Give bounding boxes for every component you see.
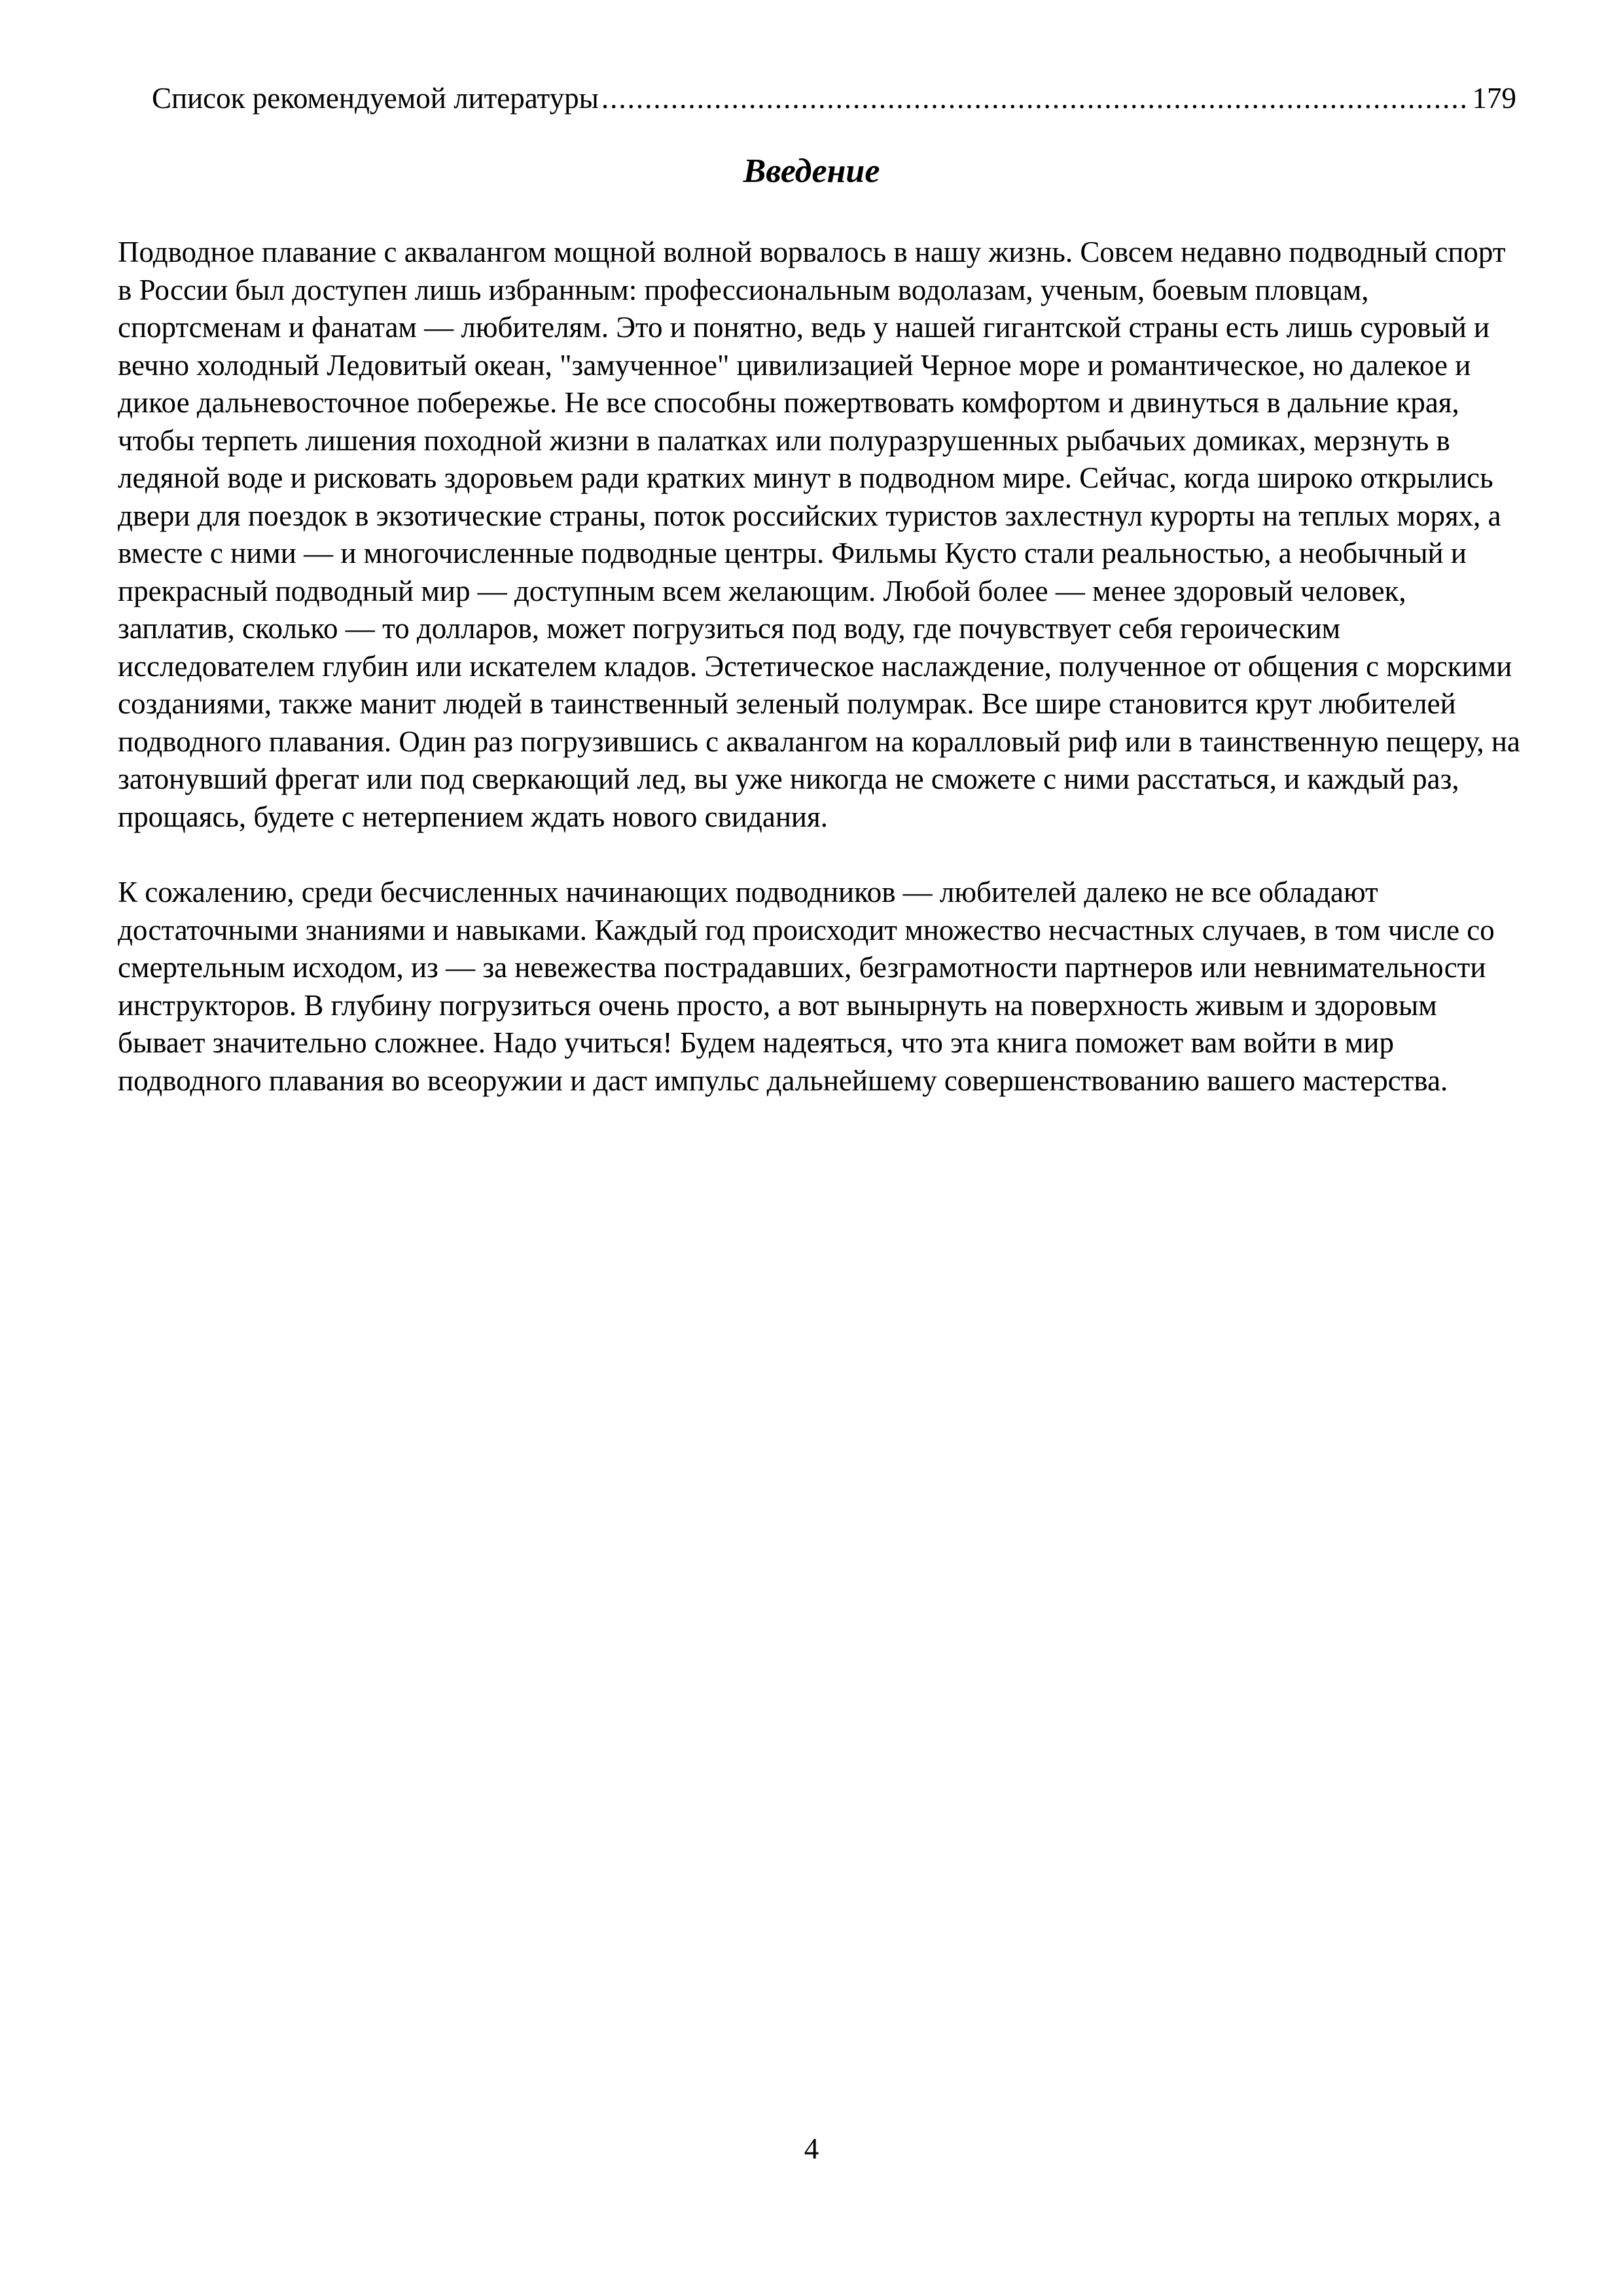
toc-dot-leader <box>601 80 1470 117</box>
paragraph-1: Подводное плавание с аквалангом мощной волной ворвалось в нашу жизнь. Совсем недавно подводный спорт в России был доступен лишь избранным: профессиональным водолазам, ученым, боевым пловцам, спортсменам и фанатам — любителям. Это и понятно, ведь у нашей гигантской страны есть лишь суровый и вечно холодный Ледовитый океан, "замученное" цивилизацией Черное море и романтическое, но далекое и дикое дальневосточное побережье. Не все способны пожертвовать комфортом и двинуться в дальние края, чтобы терпеть лишения походной жизни в палатках или полуразрушенных рыбачьих домиках, мерзнуть в ледяной воде и рисковать здоровьем ради кратких минут в подводном мире. Сейчас, когда широко открылись двери для поездок в экзотические страны, поток российских туристов захлестнул курорты на теплых морях, а вместе с ними — и многочисленные подводные центры. Фильмы Кусто стали реальностью, а необычный и прекрасный подводный мир — доступным всем желающим. Любой более — менее здоровый человек, заплатив, сколько — то долларов, может погрузиться под воду, где почувствует себя героическим исследователем глубин или искателем кладов. Эстетическое наслаждение, полученное от общения с морскими созданиями, также манит людей в таинственный зеленый полумрак. Все шире становится крут любителей подводного плавания. Один раз погрузившись с аквалангом на коралловый риф или в таинственную пещеру, на затонувший фрегат или под сверкающий лед, вы уже никогда не сможете с ними расстаться, и каждый раз, прощаясь, будете с нетерпением ждать нового свидания. <box>118 236 1520 833</box>
section-heading: Введение <box>743 152 880 190</box>
toc-entry-page: 179 <box>1472 82 1516 115</box>
paragraph-2: К сожалению, среди бесчисленных начинающих подводников — любителей далеко не все обладают достаточными знаниями и навыками. Каждый год происходит множество несчастных случаев, в том числе со смертельным исходом, из — за невежества пострадавших, безграмотности партнеров или невнимательности инструкторов. В глубину погрузиться очень просто, а вот вынырнуть на поверхность живым и здоровым бывает значительно сложнее. Надо учиться! Будем надеяться, что эта книга поможет вам войти в мир подводного плавания во всеоружии и даст импульс дальнейшему совершенствованию вашего мастерства. <box>118 876 1495 1097</box>
page-number: 4 <box>804 2132 819 2165</box>
body-text <box>118 234 1525 1100</box>
toc-entry-title: Список рекомендуемой литературы <box>152 82 599 115</box>
toc-entry[interactable] <box>152 80 1516 117</box>
